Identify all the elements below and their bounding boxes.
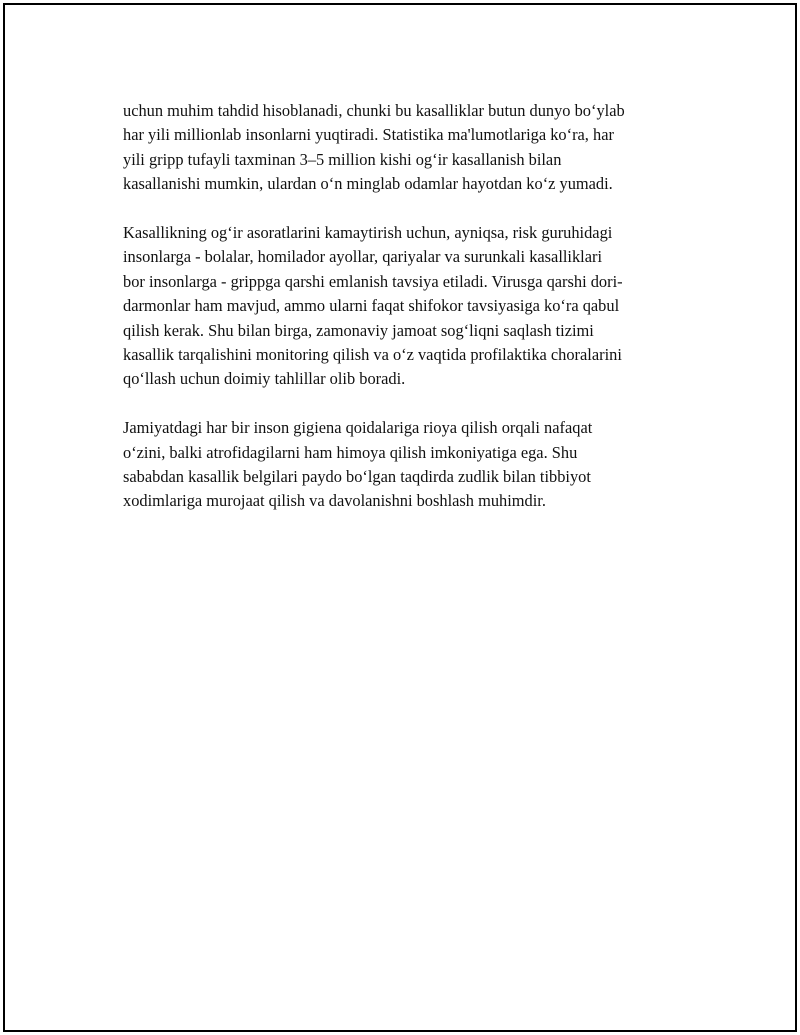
- text-line: insonlarga - bolalar, homilador ayollar, qariyalar va surunkali kasalliklari: [123, 247, 603, 267]
- page-frame: [3, 3, 797, 1032]
- text-line: o‘zini, balki atrofidagilarni ham himoya qilish imkoniyatiga ega. Shu: [123, 442, 578, 462]
- text-line: yili gripp tufayli taxminan 3–5 million kishi og‘ir kasallanish bilan: [123, 149, 562, 169]
- text-line: sababdan kasallik belgilari paydo bo‘lgan taqdirda zudlik bilan tibbiyot: [123, 467, 591, 487]
- paragraph-3: [123, 416, 703, 514]
- text-line: bor insonlarga - grippga qarshi emlanish tavsiya etiladi. Virusga qarshi dori-: [123, 271, 623, 291]
- text-line: har yili millionlab insonlarni yuqtiradi. Statistika ma'lumotlariga ko‘ra, har: [123, 125, 614, 145]
- text-line: darmonlar ham mavjud, ammo ularni faqat shifokor tavsiyasiga ko‘ra qabul: [123, 296, 620, 316]
- text-line: qilish kerak. Shu bilan birga, zamonaviy jamoat sog‘liqni saqlash tizimi: [123, 320, 594, 340]
- text-line: Jamiyatdagi har bir inson gigiena qoidalariga rioya qilish orqali nafaqat: [123, 418, 593, 438]
- text-line: xodimlariga murojaat qilish va davolanishni boshlash muhimdir.: [123, 491, 546, 511]
- paragraph-2: [123, 221, 703, 392]
- text-line: kasallik tarqalishini monitoring qilish va o‘z vaqtida profilaktika choralarini: [123, 345, 622, 365]
- text-line: uchun muhim tahdid hisoblanadi, chunki bu kasalliklar butun dunyo bo‘ylab: [123, 101, 625, 120]
- text-line: kasallanishi mumkin, ulardan o‘n minglab odamlar hayotdan ko‘z yumadi.: [123, 174, 613, 194]
- text-line: qo‘llash uchun doimiy tahlillar olib boradi.: [123, 369, 406, 389]
- paragraph-1: [123, 99, 703, 197]
- document-body: [123, 99, 703, 538]
- text-line: Kasallikning og‘ir asoratlarini kamaytirish uchun, ayniqsa, risk guruhidagi: [123, 223, 613, 243]
